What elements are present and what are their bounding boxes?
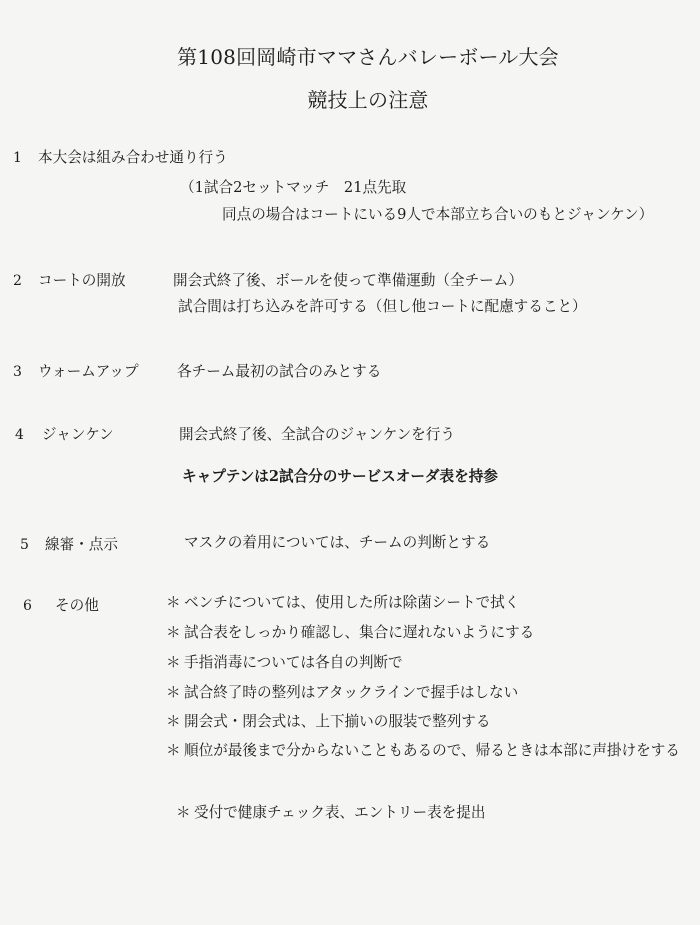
list-item-text: 試合表をしっかり確認し、集合に遅れないようにする — [184, 624, 535, 641]
section-line: 試合間は打ち込みを許可する（但し他コートに配慮すること） — [178, 298, 587, 315]
asterisk-bullet-icon: ＊ — [166, 624, 181, 641]
list-item — [166, 653, 403, 673]
section-number: 1 — [13, 150, 22, 166]
list-item — [166, 623, 534, 643]
list-item-text: 順位が最後まで分からないこともあるので、帰るときは本部に声掛けをする — [184, 742, 680, 759]
section-line: 同点の場合はコートにいる9人で本部立ち合いのもとジャンケン） — [222, 206, 654, 223]
list-item-text: ベンチについては、使用した所は除菌シートで拭く — [184, 594, 520, 611]
section-number: 6 — [23, 598, 32, 614]
section-number: 3 — [13, 364, 22, 380]
section-line: 開会式終了後、ボールを使って準備運動（全チーム） — [173, 272, 523, 289]
section-label: 本大会は組み合わせ通り行う — [38, 149, 228, 166]
section-number: 2 — [13, 273, 22, 289]
footnote — [176, 803, 485, 823]
list-item — [166, 712, 490, 732]
section-label: ウォームアップ — [38, 363, 139, 380]
document-title: 第108回岡崎市ママさんバレーボール大会 — [177, 45, 559, 69]
list-item — [166, 683, 518, 703]
section-label: ジャンケン — [42, 426, 114, 443]
section-line: 各チーム最初の試合のみとする — [177, 363, 382, 380]
document-subtitle: 競技上の注意 — [307, 88, 429, 112]
section-line: 開会式終了後、全試合のジャンケンを行う — [179, 426, 455, 443]
section-label: 線審・点示 — [45, 536, 118, 553]
footnote-text: 受付で健康チェック表、エントリー表を提出 — [194, 804, 486, 821]
list-item — [166, 593, 519, 613]
section-line: マスクの着用については、チームの判断とする — [184, 534, 491, 551]
list-item — [166, 741, 680, 761]
section-line: （1試合2セットマッチ 21点先取 — [180, 179, 407, 196]
asterisk-bullet-icon: ＊ — [166, 654, 181, 671]
asterisk-bullet-icon: ＊ — [166, 742, 181, 759]
section-label: コートの開放 — [38, 272, 126, 289]
list-item-text: 開会式・閉会式は、上下揃いの服装で整列する — [184, 713, 491, 730]
asterisk-bullet-icon: ＊ — [166, 684, 181, 701]
section-line: キャプテンは2試合分のサービスオーダ表を持参 — [182, 468, 498, 485]
list-item-text: 試合終了時の整列はアタックラインで握手はしない — [184, 684, 519, 701]
section-number: 5 — [20, 537, 29, 553]
section-number: 4 — [15, 427, 24, 443]
asterisk-bullet-icon: ＊ — [166, 594, 181, 611]
section-label: その他 — [55, 597, 99, 614]
asterisk-bullet-icon: ＊ — [176, 804, 191, 821]
list-item-text: 手指消毒については各自の判断で — [184, 654, 403, 671]
asterisk-bullet-icon: ＊ — [166, 713, 181, 730]
